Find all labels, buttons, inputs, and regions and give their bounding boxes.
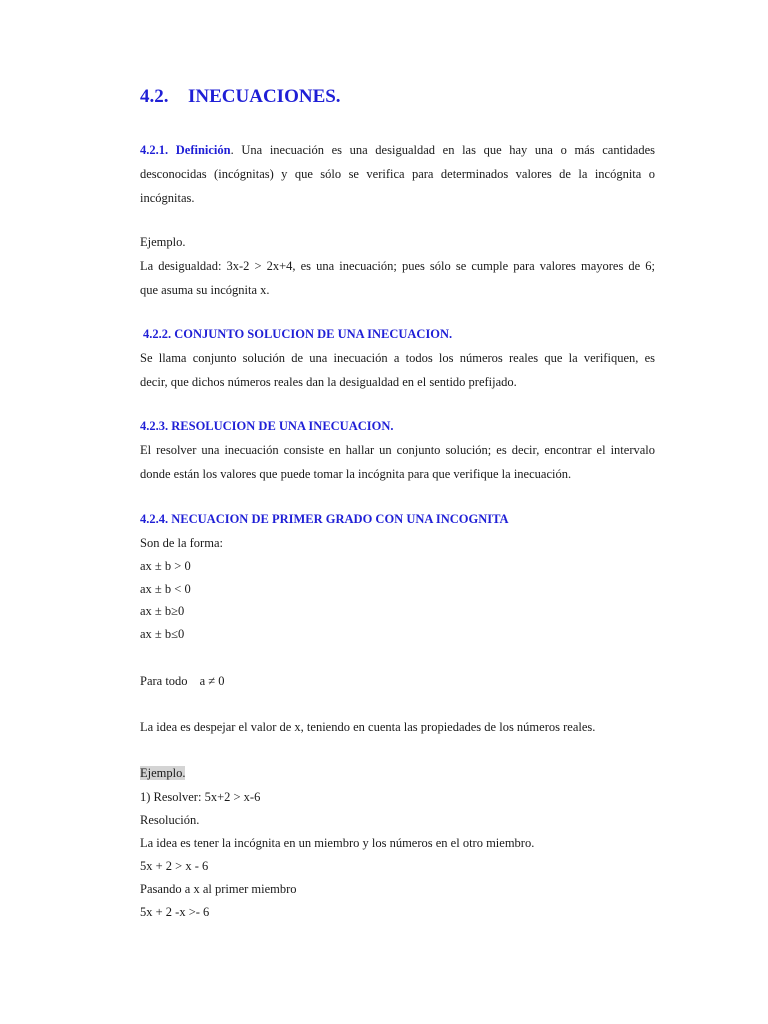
definition-line-1-text: . Una inecuación es una desigualdad en las que hay una o más cantidades — [230, 143, 655, 157]
form-2: ax ± b < 0 — [140, 582, 191, 596]
section-4-intro: Son de la forma: — [140, 536, 223, 550]
section-2-line-2: decir, que dichos números reales dan la desigualdad en el sentido prefijado. — [140, 375, 517, 389]
section-2-title: 4.2.2. CONJUNTO SOLUCION DE UNA INECUACION. — [143, 327, 453, 341]
condition-line — [140, 673, 224, 689]
section-4-title: 4.2.4. NECUACION DE PRIMER GRADO CON UNA INCOGNITA — [140, 512, 509, 526]
example-2-step-2: Pasando a x al primer miembro — [140, 882, 297, 896]
section-3-line-1: El resolver una inecuación consiste en hallar un conjunto solución; es decir, encontrar el intervalo — [140, 443, 655, 457]
definition-label: 4.2.1. Definición — [140, 143, 231, 157]
definition-line-3: incógnitas. — [140, 191, 195, 205]
condition-label: Para todo — [140, 674, 188, 688]
section-2-line-1: Se llama conjunto solución de una inecuación a todos los números reales que la verifiquen, es — [140, 351, 655, 365]
definition-line-2: desconocidas (incógnitas) y que sólo se verifica para determinados valores de la incógnita o — [140, 167, 655, 181]
condition-value: a ≠ 0 — [199, 674, 225, 688]
example-2-step-1: 5x + 2 > x - 6 — [140, 859, 209, 873]
section-3-line-2: donde están los valores que puede tomar la incógnita para que verifique la inecuación. — [140, 467, 572, 481]
section-heading — [140, 86, 341, 108]
example-2-problem: 1) Resolver: 5x+2 > x-6 — [140, 790, 261, 804]
example-line-1: La desigualdad: 3x-2 > 2x+4, es una inecuación; pues sólo se cumple para valores mayores de 6; — [140, 259, 655, 273]
form-1: ax ± b > 0 — [140, 559, 191, 573]
example-line-2: que asuma su incógnita x. — [140, 283, 270, 297]
example-label: Ejemplo. — [140, 235, 186, 249]
heading-title: INECUACIONES. — [188, 86, 341, 107]
example-2-label: Ejemplo. — [140, 766, 186, 780]
example-2-idea: La idea es tener la incógnita en un miembro y los números en el otro miembro. — [140, 836, 535, 850]
section-4-idea: La idea es despejar el valor de x, teniendo en cuenta las propiedades de los números reales. — [140, 720, 596, 734]
definition-line-1 — [140, 142, 655, 158]
example-2-resolution: Resolución. — [140, 813, 200, 827]
heading-number: 4.2. — [140, 86, 169, 107]
example-2-label-line — [140, 765, 185, 781]
form-4: ax ± b≤0 — [140, 627, 185, 641]
example-2-step-3: 5x + 2 -x >- 6 — [140, 905, 210, 919]
section-3-title: 4.2.3. RESOLUCION DE UNA INECUACION. — [140, 419, 394, 433]
form-3: ax ± b≥0 — [140, 604, 185, 618]
